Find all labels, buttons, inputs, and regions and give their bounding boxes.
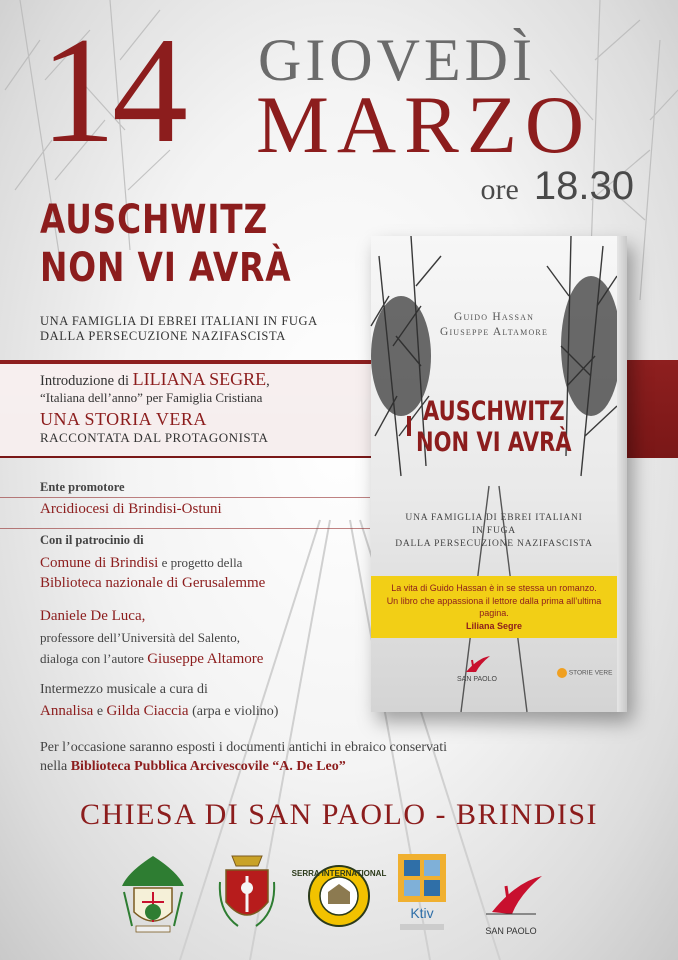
intro-prefix: Introduzione di	[40, 373, 133, 389]
series-badge-icon	[557, 668, 567, 678]
time-value: 18.30	[533, 164, 634, 208]
date-day-number: 14	[40, 6, 184, 174]
intro-name: LILIANA SEGRE	[132, 369, 267, 389]
book-quote-author: Liliana Segre	[465, 620, 523, 631]
ktiv-logo-text: Ktiv	[410, 905, 434, 921]
san-paolo-logo	[476, 872, 546, 936]
patron-line	[40, 554, 242, 572]
serra-international-icon	[291, 864, 387, 928]
musician2: Gilda Ciaccia	[106, 703, 189, 719]
event-subtitle-line1: UNA FAMIGLIA DI EBREI ITALIANI IN FUGA	[40, 314, 318, 328]
book-quote-line2: Un libro che appassiona il lettore dalla prima all’ultima pagina.	[386, 595, 602, 618]
book-publisher: SAN PAOLO	[457, 654, 497, 683]
patron-join: e progetto della	[158, 555, 243, 570]
divider	[0, 497, 370, 498]
musician1: Annalisa	[40, 703, 94, 719]
book-author1: Guido Hassan	[453, 311, 535, 323]
speaker-dialog: dialoga con l’autore Giuseppe Altamore	[40, 651, 264, 667]
san-paolo-icon	[476, 872, 546, 922]
book-quote-box	[371, 576, 617, 638]
book-subtitle	[371, 512, 617, 551]
intro-suffix: ,	[266, 373, 270, 389]
exhibit-line2: nella Biblioteca Pubblica Arcivescovile “A. De Leo”	[40, 759, 346, 774]
archdiocese-crest-logo	[118, 852, 188, 938]
music-instruments: (arpa e violino)	[188, 704, 279, 719]
exhibit-note	[40, 738, 447, 776]
intro-line	[40, 370, 378, 390]
book-sub-line3: DALLA PERSECUZIONE NAZIFASCISTA	[395, 539, 593, 549]
book-title-line2: NON VI AVRÀ	[416, 427, 572, 458]
serra-logo-text: SERRA INTERNATIONAL	[291, 869, 387, 878]
exhibit-line1: Per l’occasione saranno esposti i documenti antichi in ebraico conservati	[40, 740, 448, 755]
patron2: Biblioteca nazionale di Gerusalemme	[40, 575, 266, 591]
book-series: STORIE VERE	[557, 668, 612, 678]
book-spine	[617, 236, 627, 712]
san-paolo-logo-icon	[462, 654, 492, 674]
ktiv-icon	[396, 852, 448, 934]
book-title	[371, 396, 617, 458]
patronage-label: Con il patrocinio di	[40, 533, 144, 547]
book-quote-line1: La vita di Guido Hassan è in se stessa un romanzo.	[391, 583, 597, 593]
ktiv-logo	[396, 852, 448, 938]
event-time	[480, 166, 634, 206]
book-cover	[371, 236, 627, 712]
intro-story: UNA STORIA VERA	[40, 409, 207, 429]
patron1: Comune di Brindisi	[40, 555, 159, 571]
intro-award: “Italiana dell’anno” per Famiglia Cristiana	[40, 390, 263, 405]
book-title-line1: AUSCHWITZ	[423, 396, 565, 427]
event-title-line1: AUSCHWITZ	[40, 197, 269, 243]
music-intro: Intermezzo musicale a cura di	[40, 682, 208, 697]
archdiocese-crest-icon	[118, 852, 188, 934]
event-subtitle	[40, 314, 318, 344]
book-authors	[371, 310, 617, 340]
event-subtitle-line2: DALLA PERSECUZIONE NAZIFASCISTA	[40, 329, 286, 343]
event-title	[40, 196, 291, 292]
book-sub-line1: UNA FAMIGLIA DI EBREI ITALIANI	[405, 513, 583, 523]
promoter-label: Ente promotore	[40, 480, 125, 494]
divider	[0, 528, 370, 529]
speaker-name: Daniele De Luca,	[40, 608, 146, 624]
san-paolo-logo-text: SAN PAOLO	[485, 926, 537, 936]
book-sub-line2: IN FUGA	[472, 526, 516, 536]
speaker-role: professore dell’Università del Salento,	[40, 630, 240, 645]
author-name: Giuseppe Altamore	[147, 651, 264, 667]
event-title-line2: NON VI AVRÀ	[40, 245, 292, 291]
serra-international-logo	[291, 864, 387, 932]
intro-story-sub: RACCONTATA DAL PROTAGONISTA	[40, 430, 269, 445]
promoter-name: Arcidiocesi di Brindisi-Ostuni	[40, 501, 222, 517]
venue: CHIESA DI SAN PAOLO - BRINDISI	[79, 798, 599, 831]
date-weekday: GIOVEDÌ	[258, 27, 536, 93]
brindisi-coat-of-arms-logo	[218, 852, 276, 936]
music-line: Annalisa e Gilda Ciaccia (arpa e violino)	[40, 703, 279, 719]
book-author2: Giuseppe Altamore	[439, 326, 549, 338]
date-month: MARZO	[256, 79, 593, 170]
time-prefix: ore	[480, 173, 519, 206]
book-cover-art	[371, 236, 627, 712]
brindisi-coat-of-arms-icon	[218, 852, 276, 932]
intro-box	[0, 364, 378, 456]
exhibit-place: Biblioteca Pubblica Arcivescovile “A. De Leo”	[70, 759, 346, 774]
